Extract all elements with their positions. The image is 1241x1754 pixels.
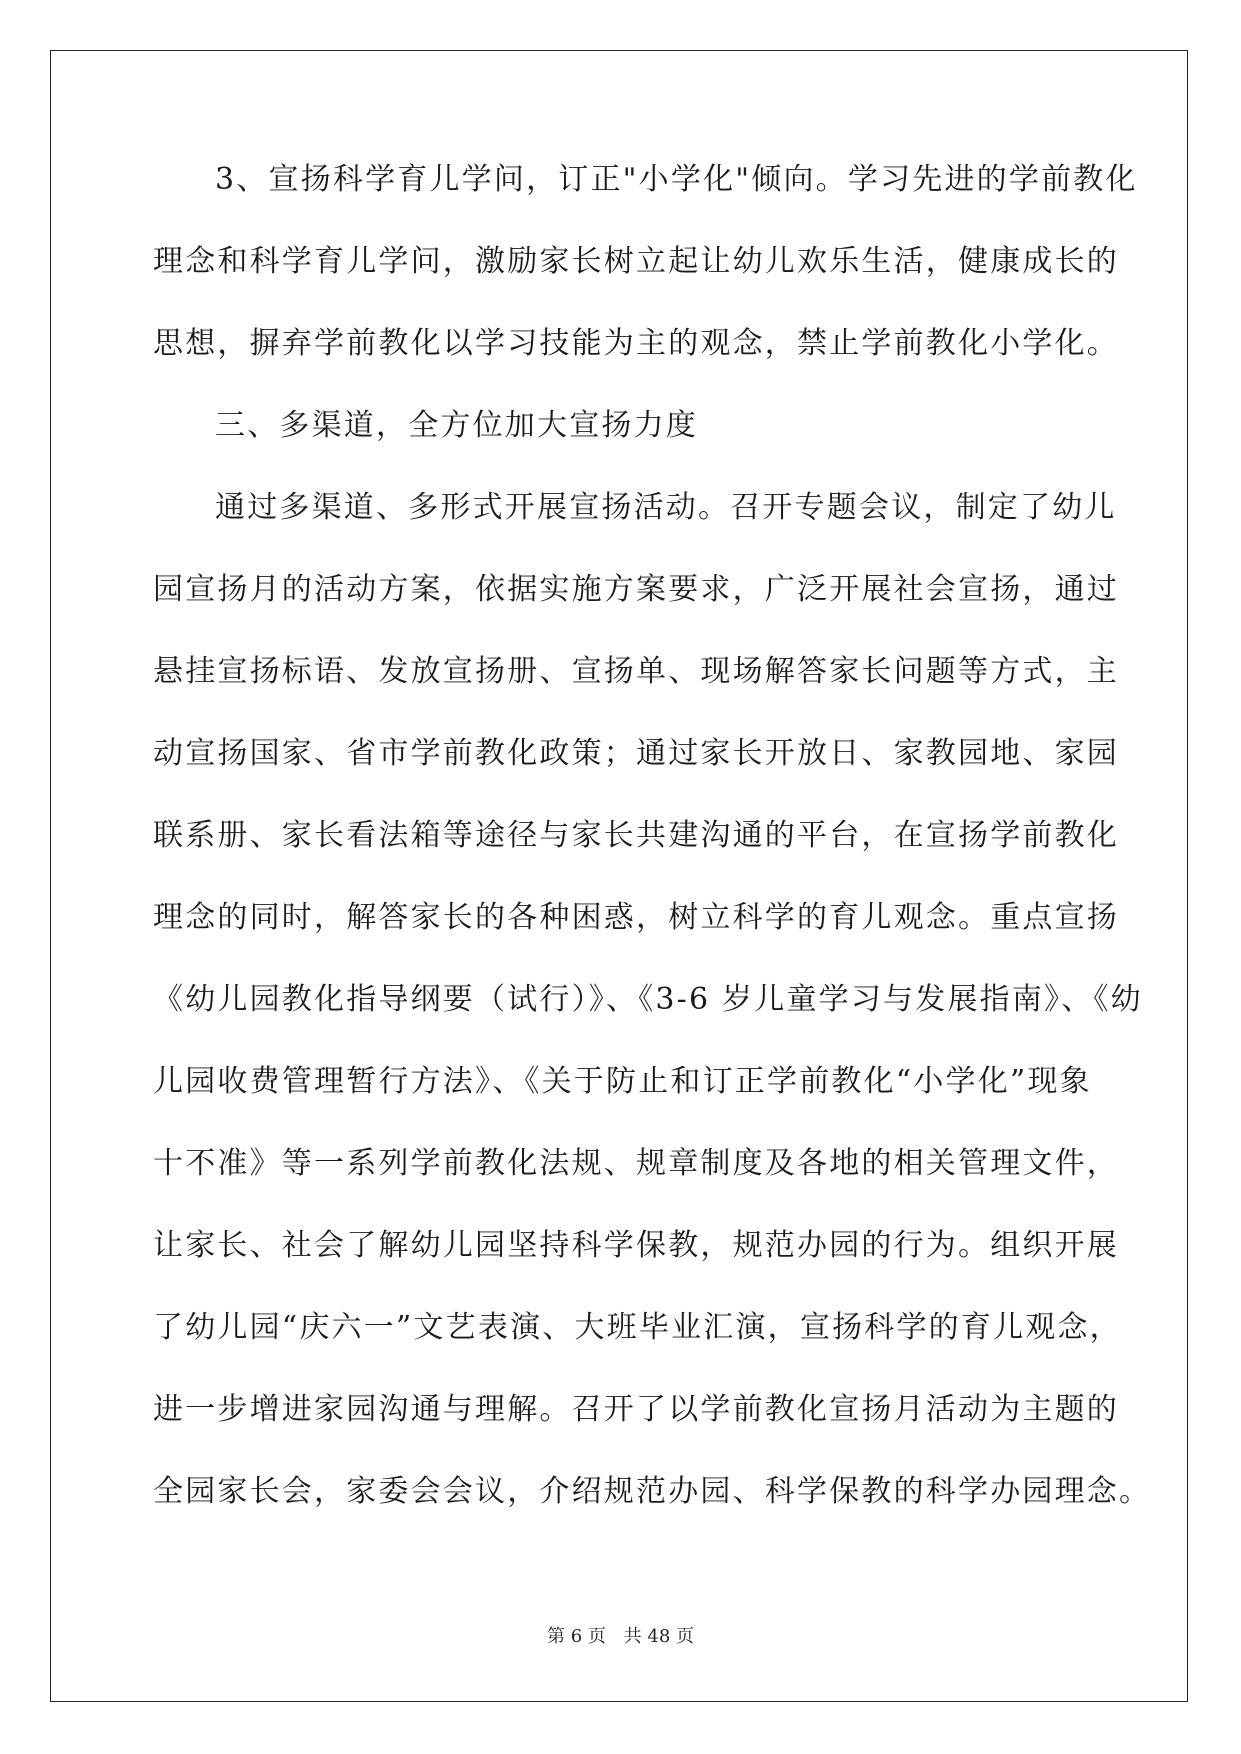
text-line: 通过多渠道、多形式开展宣扬活动。召开专题会议，制定了幼儿 — [215, 490, 1117, 525]
text-line: 进一步增进家园沟通与理解。召开了以学前教化宣扬月活动为主题的 — [153, 1392, 1119, 1427]
total-page-count: 共 48 页 — [623, 1626, 694, 1647]
text-line: 理念的同时，解答家长的各种困惑，树立科学的育儿观念。重点宣扬 — [153, 900, 1119, 935]
text-line: 了幼儿园“庆六一”文艺表演、大班毕业汇演，宣扬科学的育儿观念， — [153, 1310, 1122, 1345]
text-line: 联系册、家长看法箱等途径与家长共建沟通的平台，在宣扬学前教化 — [153, 818, 1119, 853]
page-footer — [0, 1622, 1241, 1648]
text-line: 思想，摒弃学前教化以学习技能为主的观念，禁止学前教化小学化。 — [153, 326, 1119, 361]
text-line: 园宣扬月的活动方案，依据实施方案要求，广泛开展社会宣扬，通过 — [153, 572, 1119, 607]
text-line: 动宣扬国家、省市学前教化政策；通过家长开放日、家教园地、家园 — [153, 736, 1119, 771]
text-line: 悬挂宣扬标语、发放宣扬册、宣扬单、现场解答家长问题等方式，主 — [153, 654, 1119, 689]
text-line: 十不准》等一系列学前教化法规、规章制度及各地的相关管理文件， — [153, 1146, 1119, 1181]
text-line: 3、宣扬科学育儿学问，订正"小学化"倾向。学习先进的学前教化 — [215, 162, 1138, 197]
text-line: 理念和科学育儿学问，激励家长树立起让幼儿欢乐生活，健康成长的 — [153, 244, 1119, 279]
text-line: 让家长、社会了解幼儿园坚持科学保教，规范办园的行为。组织开展 — [153, 1228, 1119, 1263]
document-body — [153, 160, 1152, 1554]
text-line: 全园家长会，家委会会议，介绍规范办园、科学保教的科学办园理念。 — [153, 1474, 1152, 1509]
text-line: 儿园收费管理暂行方法》、《关于防止和订正学前教化“小学化”现象 — [153, 1064, 1092, 1099]
section-heading: 三、多渠道，全方位加大宣扬力度 — [215, 408, 698, 443]
text-line: 《幼儿园教化指导纲要（试行）》、《3-6 岁儿童学习与发展指南》、《幼 — [153, 982, 1143, 1017]
current-page-number: 第 6 页 — [547, 1626, 606, 1647]
